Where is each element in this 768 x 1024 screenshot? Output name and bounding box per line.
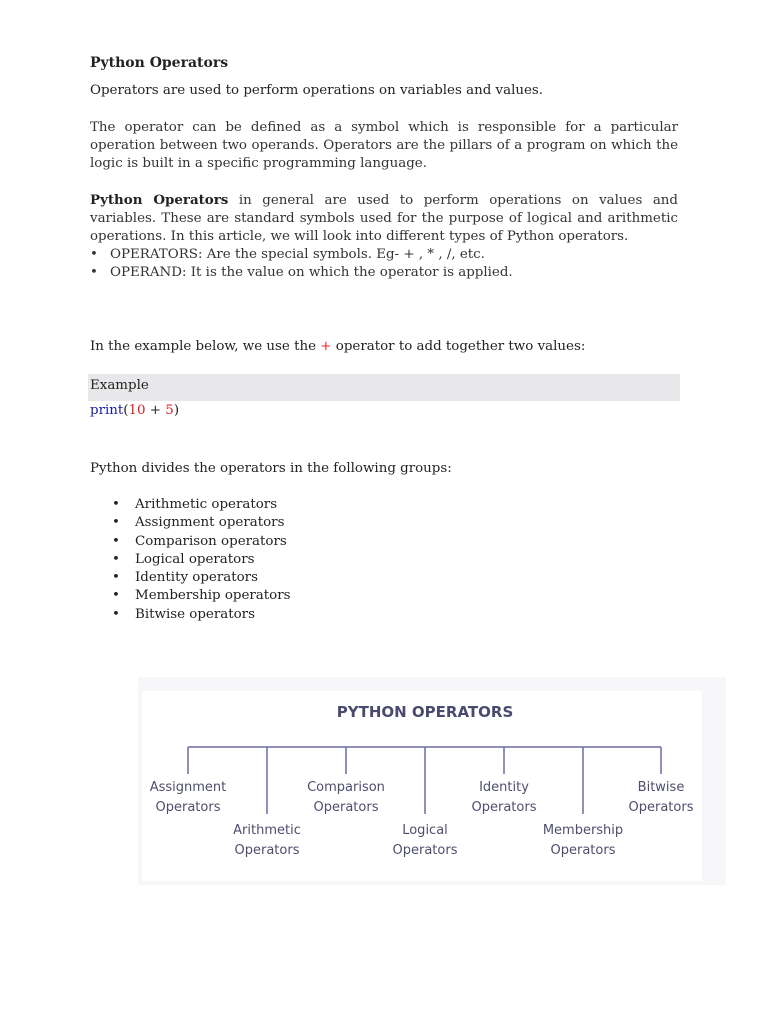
intro-text: Operators are used to perform operations on variables and values.: [90, 83, 544, 98]
list-item: • Bitwise operators: [112, 606, 291, 624]
node-label: Operators: [628, 799, 694, 815]
node-label: Operators: [155, 799, 221, 815]
paragraph-rest: in general are used to perform operations on values and variables. These are standard symbols used for the purpose of logical and arithmetic operations. In this article, we will look into different types of Python operators.: [90, 193, 678, 244]
list-item: • Arithmetic operators: [112, 496, 291, 514]
node-label: Arithmetic: [233, 823, 301, 838]
example-label: Example: [90, 378, 149, 393]
groups-intro: Python divides the operators in the following groups:: [90, 461, 452, 476]
operator-groups-list: [112, 496, 291, 624]
code-operator: +: [145, 403, 166, 418]
node-arithmetic: [212, 821, 322, 860]
node-label: Membership: [542, 823, 624, 838]
example-sentence-after: operator to add together two values:: [331, 339, 586, 354]
definitions-list: [90, 246, 513, 282]
code-paren-close: ): [173, 403, 180, 418]
example-sentence: [90, 338, 585, 356]
page-title: Python Operators: [90, 55, 229, 71]
node-membership: [528, 821, 638, 860]
list-item: • OPERAND: It is the value on which the operator is applied.: [90, 264, 513, 282]
node-label: Bitwise: [637, 780, 685, 795]
list-item: • Assignment operators: [112, 514, 291, 532]
example-header-bar: [88, 374, 680, 401]
list-item: • Comparison operators: [112, 533, 291, 551]
diagram-title: PYTHON OPERATORS: [336, 703, 514, 721]
node-label: Logical: [402, 823, 448, 838]
node-logical: [370, 821, 480, 860]
node-label: Identity: [479, 780, 529, 795]
paragraph-operator-definition: The operator can be defined as a symbol which is responsible for a particular operation between two operands. Operators are the pillars of a program on which the logic is built in a specific programming language.: [90, 120, 678, 171]
node-label: Operators: [471, 799, 537, 815]
list-item: • Identity operators: [112, 569, 291, 587]
bold-term: Python Operators: [90, 192, 229, 208]
node-comparison: [291, 778, 401, 817]
code-example: [90, 401, 179, 421]
list-item: • Membership operators: [112, 587, 291, 605]
node-label: Operators: [392, 842, 458, 858]
node-label: Operators: [313, 799, 379, 815]
node-assignment: [133, 778, 243, 817]
code-number-b: 5: [165, 403, 174, 418]
operators-diagram: [138, 677, 726, 885]
node-label: Operators: [550, 842, 616, 858]
node-bitwise: [606, 778, 716, 817]
node-identity: [449, 778, 559, 817]
example-sentence-before: In the example below, we use the: [90, 339, 321, 354]
paragraph-python-operators: [90, 191, 678, 246]
code-paren-open: (: [123, 403, 129, 418]
code-number-a: 10: [128, 403, 146, 418]
list-item: • Logical operators: [112, 551, 291, 569]
node-label: Assignment: [149, 780, 227, 795]
code-function: print: [90, 403, 124, 418]
node-label: Operators: [234, 842, 300, 858]
node-label: Comparison: [307, 780, 385, 795]
plus-operator: +: [320, 339, 332, 354]
list-item: • OPERATORS: Are the special symbols. Eg- + , * , /, etc.: [90, 246, 513, 264]
